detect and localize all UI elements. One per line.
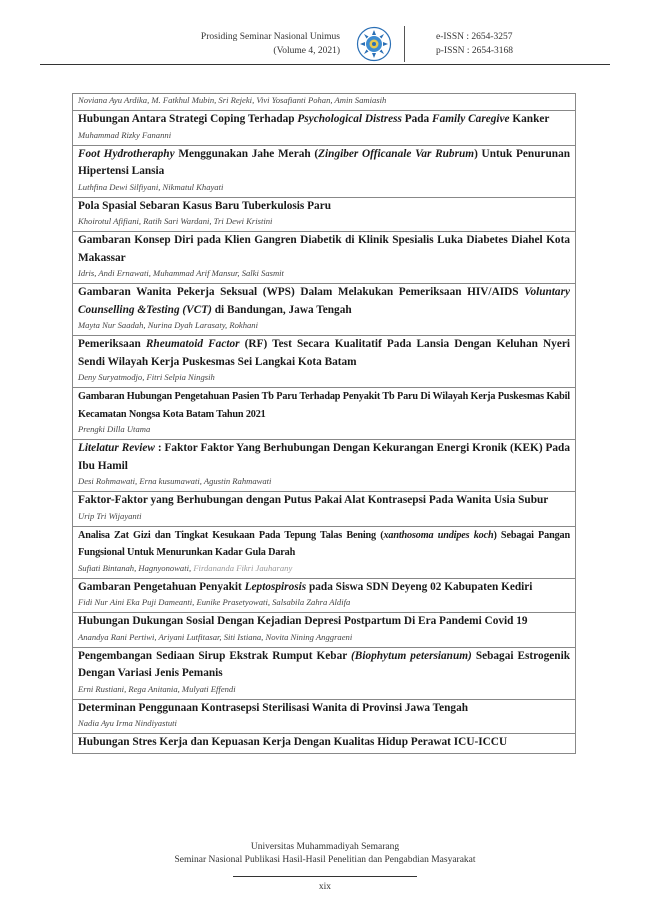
toc-title-italic: (Biophytum petersianum) (351, 649, 472, 662)
toc-entry-title (78, 388, 570, 423)
toc-entry-authors (78, 423, 570, 438)
toc-entry-title (78, 579, 570, 597)
toc-entry-authors (78, 683, 570, 698)
toc-entry-authors (78, 510, 570, 525)
header-issn (436, 30, 616, 58)
toc-title-italic: Foot Hydrotheraphy (78, 147, 175, 160)
toc-title-text: Gambaran Wanita Pekerja Seksual (WPS) Dalam Melakukan Pemeriksaan HIV/AIDS (78, 286, 525, 298)
toc-entry (73, 579, 575, 614)
toc-entry-authors (78, 267, 570, 282)
toc-title-italic: xanthosoma undipes koch (383, 529, 494, 541)
toc-title-text: ) Sebagai Pangan Fungsional Untuk Menurunkan Kadar Gula Darah (78, 529, 570, 558)
toc-authors-faint: Firdananda Fikri Jauharany (193, 562, 293, 573)
toc-entry-title (78, 232, 570, 267)
footer-seminar: Seminar Nasional Publikasi Hasil-Hasil Penelitian dan Pengabdian Masyarakat (174, 855, 476, 865)
toc-title-text: Hubungan Stres Kerja dan Kepuasan Kerja Dengan Kualitas Hidup Perawat ICU-ICCU (78, 736, 508, 748)
toc-title-text: Pengembangan Sediaan Sirup Ekstrak Rumput Kebar (78, 649, 352, 662)
toc-entry (73, 146, 575, 198)
toc-entry (73, 492, 575, 527)
unimus-logo-icon (356, 26, 392, 62)
toc-entry (73, 284, 575, 336)
toc-title-text: Sebagai Estrogenik Dengan Variasi Jenis Pemanis (78, 649, 571, 679)
header-eissn: e-ISSN : 2654-3257 (436, 32, 513, 42)
toc-top-authors: Noviana Ayu Ardika, M. Fatkhul Mubin, Sri Rejeki, Vivi Yosafianti Pohan, Amin Samiasih (78, 95, 387, 105)
toc-entry-title (78, 527, 570, 562)
header-rule (40, 64, 610, 65)
header-divider (404, 26, 405, 62)
toc-title-italic: Zingiber Officanale Var Rubrum (318, 147, 475, 160)
table-of-contents (72, 93, 576, 754)
toc-authors-text: Nadia Ayu Irma Nindiyastuti (78, 718, 177, 728)
toc-authors-text: Urip Tri Wijayanti (78, 510, 142, 521)
toc-title-text: Hubungan Antara Strategi Coping Terhadap (78, 113, 298, 125)
toc-authors-text: Erni Rustiani, Rega Anitania, Mulyati Effendi (78, 683, 236, 694)
toc-authors-text: Idris, Andi Ernawati, Muhammad Arif Mansur, Salki Sasmit (78, 268, 284, 278)
toc-entry (73, 700, 575, 735)
toc-entry-authors (78, 631, 570, 646)
toc-entry-title (78, 111, 570, 129)
toc-entry (73, 527, 575, 579)
toc-entry-title (78, 336, 570, 371)
footer-university: Universitas Muhammadiyah Semarang (250, 842, 400, 852)
toc-entry (73, 388, 575, 440)
toc-authors-text: Anandya Rani Pertiwi, Ariyani Lutfitasar, Siti Istiana, Novita Nining Anggraeni (78, 631, 353, 642)
toc-entry-authors (78, 215, 570, 230)
toc-entry (73, 440, 575, 492)
toc-entry-authors (78, 475, 570, 490)
toc-title-italic: Family Caregive (432, 113, 510, 125)
toc-title-text: di Bandungan, Jawa Tengah (211, 303, 352, 316)
toc-entry-authors (78, 596, 570, 611)
toc-title-text: Pola Spasial Sebaran Kasus Baru Tuberkulosis Paru (78, 199, 331, 212)
toc-title-text: pada Siswa SDN Deyeng 02 Kabupaten Kediri (306, 580, 533, 593)
toc-title-text: Determinan Penggunaan Kontrasepsi Sterilisasi Wanita di Provinsi Jawa Tengah (78, 701, 469, 714)
header-volume: (Volume 4, 2021) (273, 46, 340, 56)
toc-entry (73, 648, 575, 700)
toc-title-text: ) Untuk Penurunan Hipertensi Lansia (78, 147, 571, 177)
toc-entry-title (78, 613, 570, 631)
toc-title-text: : Faktor Faktor Yang Berhubungan Dengan Kekurangan Energi Kronik (KEK) Pada Ibu Hamil (78, 442, 570, 472)
toc-authors-text: Fidi Nur Aini Eka Puji Dameanti, Eunike Prasetyowati, Salsabila Zahra Aldifa (78, 597, 351, 607)
toc-authors-text: Khoirotul Afifiani, Ratih Sari Wardani, Tri Dewi Kristini (78, 216, 273, 226)
toc-entry (73, 232, 575, 284)
toc-entry-authors (78, 129, 570, 144)
toc-title-text: (RF) Test Secara Kualitatif Pada Lansia Dengan Keluhan Nyeri Sendi Wilayah Kerja Puskesmas Sei Langkai Kota Batam (78, 338, 570, 368)
toc-entry-title (78, 146, 570, 181)
toc-title-text: Pemeriksaan (78, 338, 146, 350)
toc-entry-title (78, 284, 570, 319)
toc-title-text: Analisa Zat Gizi dan Tingkat Kesukaan Pada Tepung Talas Bening ( (78, 529, 384, 541)
toc-entry-authors (78, 319, 570, 334)
toc-entry-title (78, 700, 570, 718)
toc-entry (73, 111, 575, 146)
page-number: xix (318, 882, 332, 892)
toc-title-text: Faktor-Faktor yang Berhubungan dengan Putus Pakai Alat Kontrasepsi Pada Wanita Usia Subur (78, 494, 549, 506)
toc-entry-authors (78, 717, 570, 732)
toc-authors-text: Muhammad Rizky Fananni (78, 129, 172, 140)
header-pissn: p-ISSN : 2654-3168 (436, 46, 514, 56)
toc-title-italic: Leptospirosis (244, 580, 307, 593)
toc-title-text: Gambaran Hubungan Pengetahuan Pasien Tb Paru Terhadap Penyakit Tb Paru Di Wilayah Kerja Puskesmas Kabil Kecamatan Nongsa Kota Batam Tahun 2021 (78, 391, 570, 420)
toc-top-authors-row (73, 94, 575, 111)
footer-rule (233, 876, 417, 877)
toc-authors-text: Desi Rohmawati, Erna kusumawati, Agustin Rahmawati (78, 476, 272, 486)
toc-title-italic: Voluntary Counselling &Testing (VCT) (78, 286, 570, 316)
toc-authors-text: Mayta Nur Saadah, Nurina Dyah Larasaty, Rokhani (78, 320, 258, 330)
toc-title-text: Gambaran Konsep Diri pada Klien Gangren Diabetik di Klinik Spesialis Luka Diabetes Diahel Kota Makassar (78, 234, 570, 264)
header-proceedings-title: Prosiding Seminar Nasional Unimus (200, 32, 340, 42)
toc-title-text: Menggunakan Jahe Merah ( (174, 147, 319, 160)
header-proceedings (80, 30, 340, 58)
toc-title-italic: Rheumatoid Factor (145, 338, 240, 350)
toc-title-italic: Psychological Distress (297, 113, 402, 125)
toc-entry-authors (78, 562, 570, 577)
toc-title-text: Pada (401, 113, 433, 125)
toc-title-text: Kanker (509, 113, 550, 125)
toc-entry-title (78, 492, 570, 510)
toc-entry-title (78, 648, 570, 683)
toc-title-italic: Litelatur Review (78, 442, 155, 454)
toc-authors-text: Sufiati Bintanah, Hagnyonowati, (78, 562, 194, 573)
toc-entry (73, 336, 575, 388)
toc-authors-text: Deny Suryatmodjo, Fitri Selpia Ningsih (78, 372, 215, 382)
toc-entry-title (78, 198, 570, 216)
toc-entry-title (78, 440, 570, 475)
toc-entry (73, 734, 575, 754)
toc-authors-text: Luthfina Dewi Silfiyani, Nikmatul Khayati (78, 181, 224, 192)
toc-authors-text: Prengki Dilla Utama (78, 424, 151, 434)
toc-title-text: Gambaran Pengetahuan Penyakit (78, 580, 245, 593)
toc-title-text: Hubungan Dukungan Sosial Dengan Kejadian Depresi Postpartum Di Era Pandemi Covid 19 (78, 615, 528, 627)
toc-entry-title (78, 734, 570, 752)
toc-entry (73, 198, 575, 233)
toc-entry-authors (78, 181, 570, 196)
toc-entry-authors (78, 371, 570, 386)
toc-entry (73, 613, 575, 648)
